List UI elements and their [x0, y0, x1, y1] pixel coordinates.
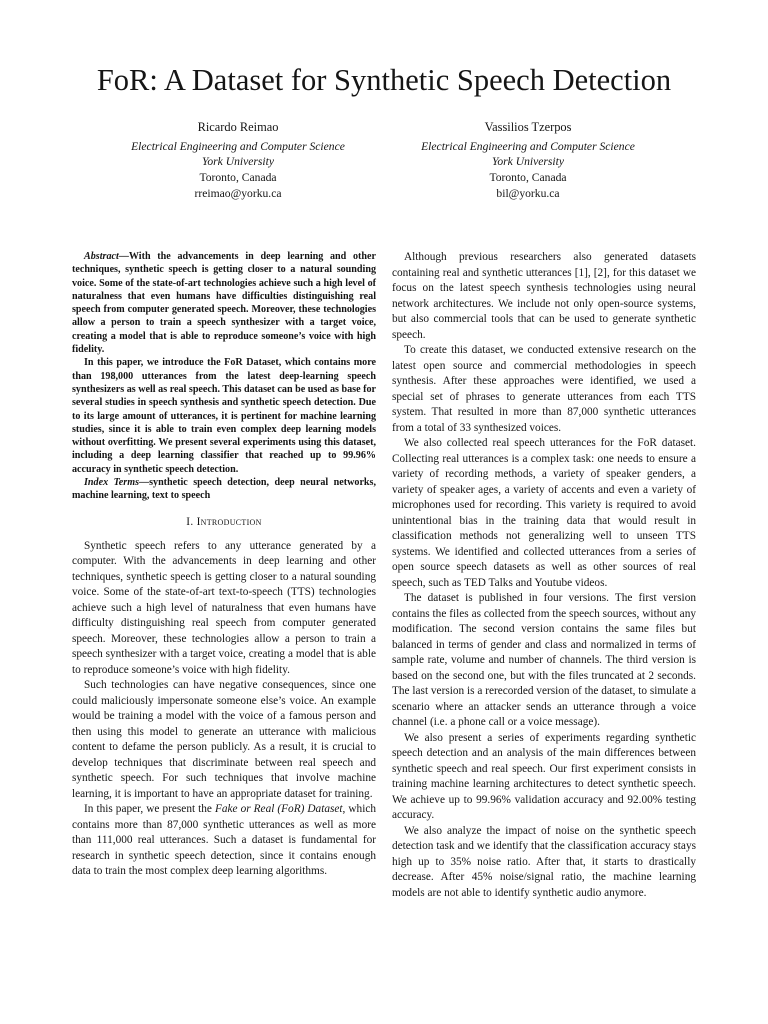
author-email: rreimao@yorku.ca	[194, 186, 282, 200]
intro-paragraph-2: Such technologies can have negative consequences, since one could maliciously impersonate someone else’s voice. An example would be training a model with the voice of a famous person and then using this model to generate an utterance with malicious content to defame the person publicly. As a result, it is crucial to develop techniques that discriminate between real speech and synthetic speech. For such techniques that involve machine learning, it is important to have an appropriate dataset for training.	[72, 679, 376, 800]
dataset-name-emphasis: Fake or Real (FoR) Dataset	[214, 803, 343, 816]
paper-title: FoR: A Dataset for Synthetic Speech Detection	[96, 63, 672, 97]
author-name: Ricardo Reimao	[197, 120, 279, 134]
intro-paragraph-6: We also collected real speech utterances for the FoR dataset. Collecting real utterances is a complex task: one needs to ensure a variety of recording methods, a variety of speaker genders, a variety of speaker ages, a variety of accents and even a variety of microphones used for recording. This variety is required to avoid unintentional bias in the training data that would result in classification methods not generalizing well to unseen TTS systems. We identified and collected utterances from a series of open source speech datasets as well as other sources of real speech, such as TED Talks and Youtube videos.	[392, 437, 696, 589]
section-number: I.	[186, 515, 194, 528]
intro-paragraph-8: We also present a series of experiments regarding synthetic speech detection and an analysis of the main differences between synthetic speech and real speech. Our first experiment consists in training machine learning architectures to detect synthetic speech. We achieve up to 99.96% validation accuracy and 92.00% testing accuracy.	[392, 731, 696, 821]
abstract-text: —With the advancements in deep learning and other techniques, synthetic speech is getting closer to a natural sounding voice. Some of the state-of-art technologies achieve such a high level of naturalness that even humans have difficulties distinguishing real speech from computer generated speech. Moreover, these technologies allow a person to train a speech synthesizer with a target voice, creating a model that is able to reproduce someone’s voice with high fidelity.	[72, 251, 376, 356]
right-column	[392, 250, 696, 901]
index-terms-text: —synthetic speech detection, deep neural networks, machine learning, text to speech	[72, 477, 376, 502]
author-location: Toronto, Canada	[199, 171, 277, 185]
author-email: bil@yorku.ca	[496, 186, 560, 200]
abstract	[72, 250, 376, 503]
intro-paragraph-3	[72, 802, 376, 880]
intro-paragraph-7: The dataset is published in four versions. The first version contains the files as collected from the speech sources, without any modification. The second version contains the same files but balanced in terms of gender and class and normalized in terms of sample rate, volume and number of channels. The third version is based on the second one, but with the files truncated at 2 seconds. The last version is a rerecorded version of the dataset, to simulate a scenario where an attacker sends an utterance through a voice channel (i.e. a phone call or a voice message).	[392, 592, 696, 728]
section-heading	[72, 515, 376, 530]
author-block-2	[378, 120, 678, 202]
intro-paragraph-9: We also analyze the impact of noise on the synthetic speech detection task and we identify that the classification accuracy stays high up to 35% noise ratio. After that, it starts to drastically decrease. After 45% noise/signal ratio, the machine learning models are not able to identify synthetic audio anymore.	[392, 824, 696, 899]
index-terms-label: Index Terms	[84, 477, 139, 489]
author-university: York University	[201, 155, 275, 169]
author-location: Toronto, Canada	[489, 171, 567, 185]
abstract-text-2: In this paper, we introduce the FoR Dataset, which contains more than 198,000 utterances from the latest deep-learning speech synthesizers as well as real speech. This dataset can be used as base for several studies in speech synthesis and synthetic speech detection. Due to its large amount of utterances, it is pertinent for machine learning studies, since it is able to train even complex deep learning models without overfitting. We present several experiments using this dataset, including a deep learning classifier that reached up to 99.96% accuracy in synthetic speech detection.	[72, 357, 376, 475]
author-block-1	[88, 120, 388, 202]
intro-paragraph-3-end: , which contains more than 87,000 synthetic utterances as well as more than 111,000 real utterances. Such a dataset is fundamental for research in synthetic speech detection, since it contains enough data to train the most complex deep learning algorithms.	[72, 803, 376, 878]
intro-paragraph-1: Synthetic speech refers to any utterance generated by a computer. With the advancements in deep learning and other techniques, synthetic speech is getting closer to a natural sounding voice. Some of the state-of-art text-to-speech (TTS) technologies achieve such a high level of naturalness that even humans have difficulty distinguishing real speech from computer generated speech. Moreover, these technologies allow a person to train a speech synthesizer with a target voice, creating a model that is able to reproduce someone’s voice with high fidelity.	[72, 539, 376, 676]
intro-paragraph-5: To create this dataset, we conducted extensive research on the latest open source and commercial methodologies in speech synthesis. After these approaches were identified, we used a special set of phrases to generate utterances from each TTS system. That resulted in more than 87,000 synthetic utterances from a total of 33 synthesized voices.	[392, 344, 696, 434]
intro-paragraph-4: Although previous researchers also generated datasets containing real and synthetic utterances [1], [2], for this dataset we focus on the latest speech synthesis technologies using neural network architectures. We include not only open-source systems, but also commercial tools that can be used to generate synthetic speech.	[392, 251, 696, 341]
author-name: Vassilios Tzerpos	[484, 120, 572, 134]
intro-paragraph-3-start: In this paper, we present the	[84, 803, 215, 816]
author-affiliation: Electrical Engineering and Computer Science	[131, 139, 345, 153]
left-column	[72, 250, 376, 880]
abstract-label: Abstract	[84, 251, 119, 262]
author-university: York University	[491, 155, 565, 169]
section-title: Introduction	[196, 515, 262, 528]
author-affiliation: Electrical Engineering and Computer Science	[421, 139, 635, 153]
